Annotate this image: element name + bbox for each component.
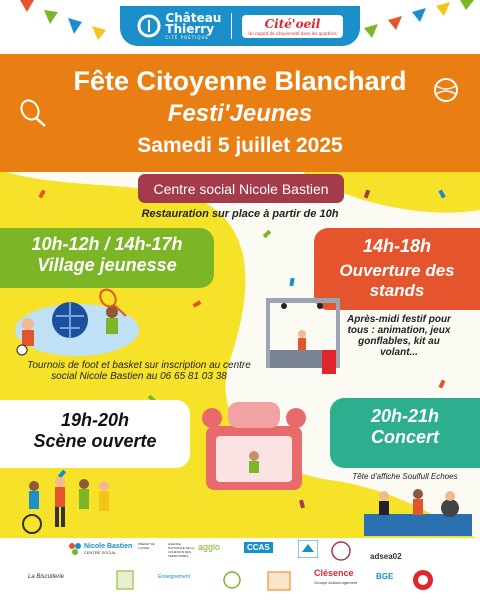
concert-label: Concert: [370, 427, 439, 447]
bge-logo: BGE: [376, 572, 394, 581]
caf-logo-icon: [330, 540, 352, 562]
partner-badge-icon: [116, 570, 134, 590]
ct-logo-line2: Thierry: [165, 21, 215, 36]
cite-oeil-name: Cité'oeil: [264, 16, 321, 31]
cite-oeil-tagline: Un regard de citoyenneté dans les quartiers: [248, 30, 337, 36]
venue-badge: Centre social Nicole Bastien: [138, 174, 344, 203]
agglo-logo: agglo: [198, 542, 221, 552]
stands-note: Après-midi festif pour tous : animation, jeux gonflables, kit au volant...: [347, 314, 451, 358]
village-label: Village jeunesse: [37, 255, 177, 275]
logo-separator: [231, 13, 232, 39]
ct-logo-line1: Château: [165, 10, 222, 25]
prefet-logo: PRÉFET DE L'AISNE: [138, 542, 155, 550]
event-title: Fête Citoyenne Blanchard: [73, 66, 407, 96]
partner-seal-icon: [222, 570, 242, 590]
village-time: 10h-12h / 14h-17h: [31, 234, 183, 254]
nicole-bastien-sub: CENTRE SOCIAL: [84, 550, 117, 555]
restauration-info: Restauration sur place à partir de 10h: [141, 208, 339, 220]
stands-time: 14h-18h: [362, 236, 432, 256]
chateau-thierry-logo: [137, 10, 222, 40]
biscuiterie-logo: La Biscuiterie: [28, 574, 65, 580]
enseignement-logo: Enseignement: [158, 574, 190, 580]
stage-illustration: [262, 290, 344, 386]
adsea-logo: adsea02: [370, 552, 402, 561]
nicole-bastien-logo: [68, 542, 132, 556]
scene-time: 19h-20h: [60, 410, 130, 430]
header-logos: [120, 6, 360, 46]
agence-logo: AGENCE NATIONALE DE LA COHÉSION DES TERRITOIRES: [168, 542, 195, 558]
dancers-illustration: [18, 472, 114, 536]
village-note: Tournois de foot et basket sur inscription au centre social Nicole Bastien au 06 65 81 03 38: [27, 360, 251, 382]
aisne-logo-icon: [298, 540, 318, 558]
nicole-bastien-name: Nicole Bastien: [84, 543, 133, 550]
ccas-logo: CCAS: [244, 542, 273, 553]
concert-note: Tête d'affiche Soulfull Echoes: [352, 472, 458, 481]
cite-oeil-logo: [242, 15, 342, 38]
ct-logo-icon: [137, 14, 161, 38]
partners-strip: [0, 538, 480, 600]
clesence-sub: Groupe ActionLogement: [314, 580, 358, 585]
event-date: Samedi 5 juillet 2025: [137, 134, 343, 157]
band-illustration: [364, 484, 472, 536]
ct-logo-tagline: CITÉ POÉTIQUE: [165, 34, 209, 40]
event-subtitle: Festi'Jeunes: [167, 100, 313, 127]
concert-card: [330, 398, 480, 468]
partner-emblem-icon: [266, 570, 292, 592]
clesence-name: Clésence: [314, 568, 354, 578]
bouncy-castle-illustration: [198, 396, 310, 496]
clesence-logo: [314, 568, 357, 585]
nicole-bastien-icon: [68, 542, 82, 556]
concert-time: 20h-21h: [370, 406, 440, 426]
badminton-racket-icon: [96, 286, 130, 320]
village-jeunesse-card: [0, 228, 214, 288]
partner-round-logo-icon: [410, 568, 436, 592]
scene-label: Scène ouverte: [33, 431, 157, 451]
stands-label: Ouverture des stands: [339, 261, 455, 300]
scene-ouverte-card: [0, 400, 190, 468]
